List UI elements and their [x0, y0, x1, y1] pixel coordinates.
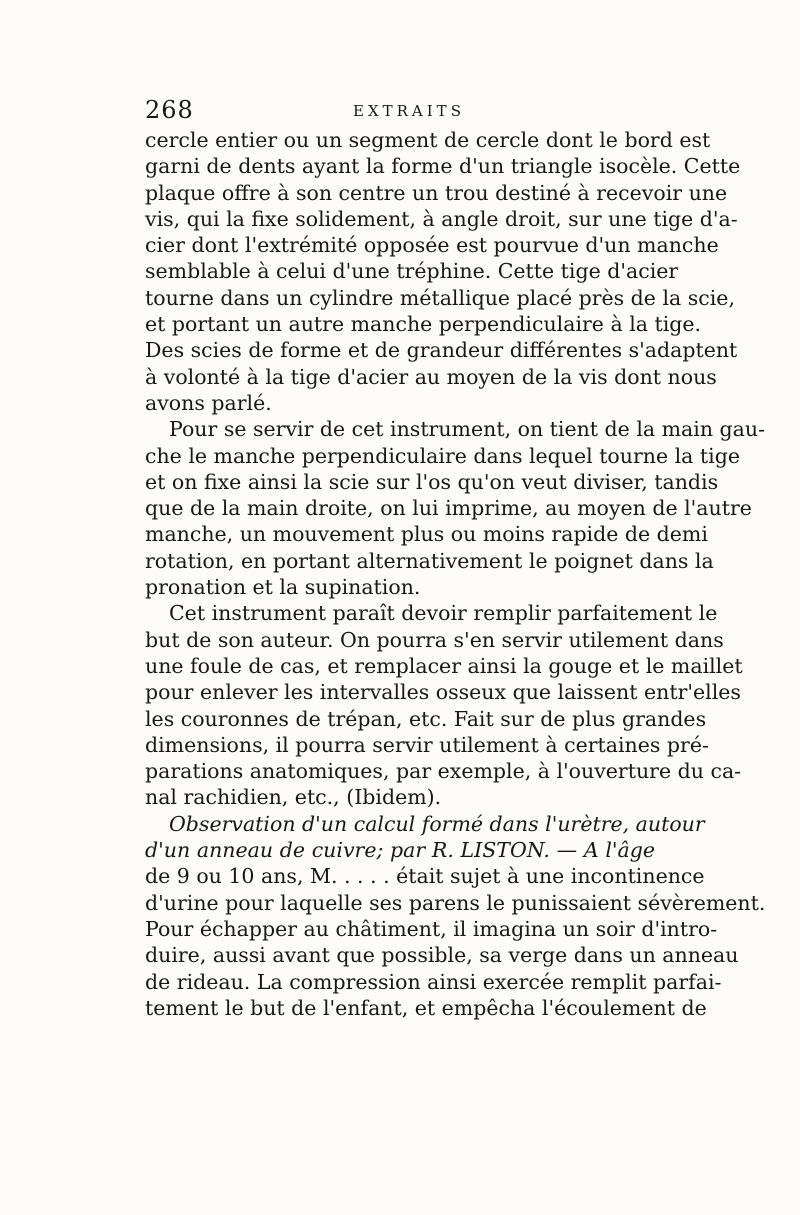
text-line: parations anatomiques, par exemple, à l'ouverture du ca-: [145, 759, 742, 784]
text-line: semblable à celui d'une tréphine. Cette tige d'acier: [145, 259, 679, 284]
text-line: Des scies de forme et de grandeur différentes s'adaptent: [145, 338, 738, 363]
text-line: de rideau. La compression ainsi exercée remplit parfai-: [145, 969, 722, 994]
text-line: Pour échapper au châtiment, il imagina un soir d'intro-: [145, 916, 718, 941]
text-line: plaque offre à son centre un trou destiné à recevoir une: [145, 180, 728, 205]
text-line: et on fixe ainsi la scie sur l'os qu'on veut diviser, tandis: [145, 469, 719, 494]
body-text: [145, 127, 766, 1021]
text-line: les couronnes de trépan, etc. Fait sur de plus grandes: [145, 706, 707, 731]
text-line: but de son auteur. On pourra s'en servir utilement dans: [145, 627, 724, 652]
text-line: d'un anneau de cuivre; par R. LISTON. — A l'âge: [145, 838, 655, 863]
text-line: duire, aussi avant que possible, sa verge dans un anneau: [145, 943, 739, 968]
text-line: que de la main droite, on lui imprime, au moyen de l'autre: [145, 496, 752, 521]
text-line: de 9 ou 10 ans, M. . . . . était sujet à une incontinence: [145, 864, 705, 889]
text-line: d'urine pour laquelle ses parens le punissaient sévèrement.: [145, 890, 766, 915]
text-line: tourne dans un cylindre métallique placé près de la scie,: [145, 285, 735, 310]
text-line: Pour se servir de cet instrument, on tient de la main gau-: [169, 417, 766, 442]
text-line: manche, un mouvement plus ou moins rapide de demi: [145, 522, 708, 547]
text-line: pour enlever les intervalles osseux que laissent entr'elles: [145, 680, 741, 705]
text-line: che le manche perpendiculaire dans lequel tourne la tige: [145, 443, 740, 468]
text-line: à volonté à la tige d'acier au moyen de la vis dont nous: [145, 364, 717, 389]
text-line: et portant un autre manche perpendiculaire à la tige.: [145, 312, 702, 337]
text-line: nal rachidien, etc., (Ibidem).: [145, 785, 442, 810]
text-line: cier dont l'extrémité opposée est pourvue d'un manche: [145, 233, 719, 258]
text-line: vis, qui la fixe solidement, à angle droit, sur une tige d'a-: [145, 206, 738, 231]
text-line: pronation et la supination.: [145, 575, 421, 600]
page-number: 268: [145, 96, 194, 124]
text-line: une foule de cas, et remplacer ainsi la gouge et le maillet: [145, 653, 743, 678]
text-line: Observation d'un calcul formé dans l'urètre, autour: [169, 811, 705, 836]
text-line: garni de dents ayant la forme d'un triangle isocèle. Cette: [145, 154, 741, 179]
text-line: cercle entier ou un segment de cercle dont le bord est: [145, 128, 711, 152]
text-line: rotation, en portant alternativement le poignet dans la: [145, 548, 714, 573]
text-line: tement le but de l'enfant, et empêcha l'écoulement de: [145, 995, 707, 1020]
text-line: Cet instrument paraît devoir remplir parfaitement le: [169, 601, 718, 626]
running-head: EXTRAITS: [353, 102, 465, 120]
text-line: avons parlé.: [145, 390, 272, 415]
text-line: dimensions, il pourra servir utilement à certaines pré-: [145, 732, 709, 757]
page-header: [145, 96, 655, 130]
